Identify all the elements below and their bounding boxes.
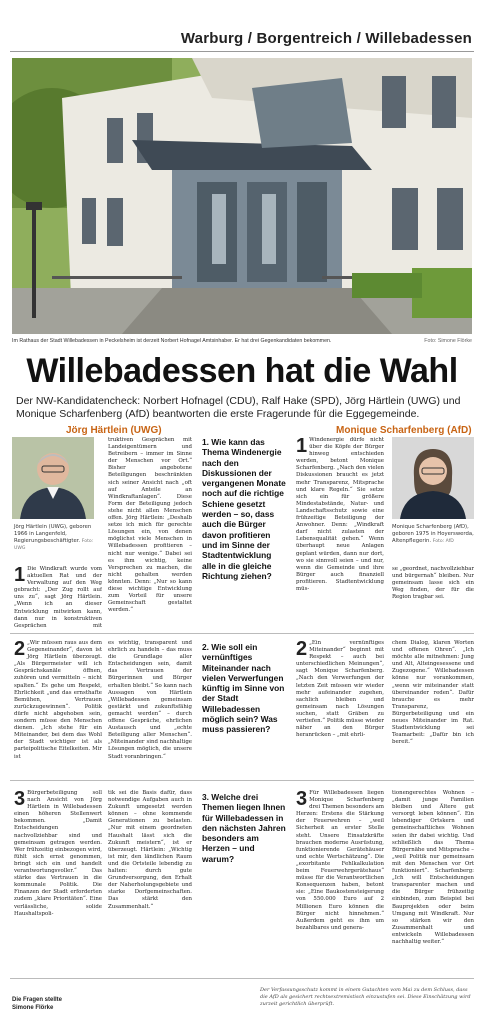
right-candidate-caption-text: Monique Scharfenberg (AfD), geboren 1975 in Hoyerswerda, Altenpflegerin. <box>392 524 474 544</box>
q1-right-col1 <box>296 437 384 627</box>
footer-note: Der Verfassungsschutz kommt in einem Gutachten vom Mai zu dem Schluss, dass die AfD als gesichert rechtsextremistisch einzustufen sei. Diese Einschätzung wird zurzeit gerichtlich überprüft. <box>260 987 471 1007</box>
q2-right-col1-text: „Ein vernünftiges Miteinander“ beginnt mit Respekt – auch bei unterschiedlichen Meinungen“, sagt Monique Scharfenberg. „Nach den Verwerfungen der letzten Zeit müssen wir wieder mehr aufeinander zugehen, sachlich bleiben und gemeinsam nach Lösungen suchen, statt Gräben zu vertiefen.“ Politik müsse wieder näher an den Bürger heranrücken – „mit ehrli- <box>296 640 384 739</box>
q3-left-col2 <box>108 790 192 970</box>
right-candidate-photo-credit: Foto: AfD <box>432 539 454 544</box>
q1-right-col2 <box>392 566 474 626</box>
right-candidate-portrait <box>392 437 474 519</box>
q2-left-col2-text: es wichtig, transparent und ehrlich zu handeln – das muss die Grundlage aller Entscheidungen sein, damit das Vertrauen der Bürgerinnen und Bürger erhalten bleibt.“ So kann nach Aussagen von Härtlein „Willebadessen gemeinsam gestärkt und zukunftsfähig gemacht werden“ – durch offene Gespräche, ehrlichen Austausch und „echte Beteiligung aller Menschen“. „Miteinander sind nachhaltige Lösungen möglich, die unsere Stadt voranbringen.“ <box>108 640 192 760</box>
q3-left-col1 <box>14 790 102 970</box>
left-candidate-name: Jörg Härtlein (UWG) <box>66 425 162 436</box>
q3-left-col1-text: Bürgerbeteiligung soll nach Ansicht von Jörg Härtlein in Willebadessen einen höheren Stellenwert bekommen. „Damit Entscheidungen nachvollziehbar sind und gemeinsam getragen werden. Wer frühzeitig einbezogen wird, fühlt sich ernst genommen, bringt sich ein und handelt verantwortungsvoller.“ Das stärke das Vertrauen in die kommunale Politik. Die Finanzen der Stadt erforderten zudem „klare Prioritäten“. Eine verlässliche, solide Haushaltspoli- <box>14 790 102 917</box>
q3-right-number: 3 <box>296 790 308 810</box>
q2-right-col2-text: chem Dialog, klaren Worten und offenen Ohren“. „Ich möchte alle mitnehmen: Jung und Alt, Alteingesessene und Zugezogene.“ Willebadessen könne nur vorankommen, „wenn wir miteinander statt übereinander reden“. Dafür brauche es mehr Transparenz, Bürgerbeteiligung und ein neues Miteinander im Rat. Stadtentwicklung sei Teamarbeit: „Dafür bin ich bereit.“ <box>392 640 474 746</box>
question-2: 2. Wie soll ein vernünftiges Miteinander nach vielen Verwerfungen künftig im Sinne von der Stadt Willebadessen möglich sein? Was muss passieren? <box>202 642 285 735</box>
q2-left-col1-text: „Wir müssen raus aus dem Gegeneinander“, davon ist Jörg Härtlein überzeugt. „Als Bürgermeister will ich Gesprächskanäle öffnen, zuhören und vermitteln – nicht spalten.“ Es gehe um Respekt, Ehrlichkeit „und das ernsthafte Bemühen, Vertrauen zurückzugewinnen“. Politik dürfe nicht abgehoben sein, sondern müsse den Menschen dienen. „Ich stehe für ein Miteinander, bei dem das Wohl der Stadt wichtiger ist als parteipolitische Eitelkeiten. Mir ist <box>14 640 102 760</box>
left-candidate-portrait <box>12 437 94 519</box>
q3-right-col2 <box>392 790 474 970</box>
town-hall-photo <box>12 58 472 334</box>
right-candidate-name: Monique Scharfenberg (AfD) <box>336 425 472 436</box>
q1-left-col2 <box>108 437 192 627</box>
right-candidate-caption <box>392 524 474 545</box>
q3-right-col2-text: tionengerechtes Wohnen – „damit junge Familien bleiben und Ältere gut versorgt leben können“. Ein lebendiger Ortskern und gemeinschaftliches Wohnen seien ihr dabei wichtig. Und schließlich das Thema Bürgernähe und Mitsprache – „weil Politik nur gemeinsam mit den Menschen vor Ort funktioniert“. Scharfenberg: „Ich will Entscheidungen transparenter machen und die Bürger frühzeitig einbinden, zum Beispiel bei Bauprojekten oder beim Umgang mit Windkraft. Nur so stärken wir den Zusammenhalt und entwickeln Willebadessen nachhaltig weiter.“ <box>392 790 474 945</box>
top-rule <box>10 51 474 52</box>
q3-right-col1-text: Für Willebadessen liegen Monique Scharfenberg drei Themen besonders am Herzen: Erstens die Stärkung der Feuerwehren – „weil Sicherheit an erster Stelle steht. Unsere Einsatzkräfte brauchen moderne Ausrüstung, funktionierende Gerätehäuser und echte Wertschätzung“. Die „exorbitante Fehlkalkulation beim Feuerwehrgerätehaus“ müsse für die Verantwortlichen Konsequenzen haben, betont sie: „Eine Baukostensteigerung von 550.000 Euro auf 2 Millionen Euro können die Bürger nicht hinnehmen.“ Außerdem geht es ihm um bezahlbares und genera- <box>296 790 384 931</box>
q1-right-col2-text: se „geordnet, nachvollziehbar und bürgernah“ bleiben. Nur gemeinsam lasse sich ein Weg finden, der für die Region tragbar sei. <box>392 566 474 601</box>
q1-right-number: 1 <box>296 437 308 457</box>
byline-label: Die Fragen stellte <box>12 997 63 1003</box>
photo-credit: Foto: Simone Flörke <box>424 338 472 344</box>
divider-q1-q2 <box>10 633 474 634</box>
q1-left-col1 <box>14 566 102 630</box>
q1-left-col1-text: Die Windkraft wurde vom aktuellen Rat und der Verwaltung auf den Weg gebracht: „Der Zug rollt auf uns zu“, sagt Jörg Härtlein. „Wenn ich an dieser Entwicklung mitwirken kann, dann nur in konstruktiven Gesprächen mit <box>14 566 102 629</box>
footer-rule <box>10 978 474 979</box>
q3-right-col1 <box>296 790 384 970</box>
photo-caption <box>12 338 472 344</box>
q2-left-number: 2 <box>14 640 26 660</box>
headline: Willebadessen hat die Wahl <box>26 352 458 390</box>
question-3: 3. Welche drei Themen liegen Ihnen für Willebadessen in den nächsten Jahren besonders am Herzen – und warum? <box>202 792 286 864</box>
q2-right-col2 <box>392 640 474 770</box>
left-candidate-caption-text: Jörg Härtlein (UWG), geboren 1966 in Langenfeld, Regierungsbeschäftigter. <box>14 524 92 544</box>
q2-right-col1 <box>296 640 384 770</box>
q3-left-col2-text: tik sei die Basis dafür, dass notwendige Aufgaben auch in Zukunft umgesetzt werden können – ohne kommende Generationen zu belasten. „Nur mit einem geordneten Haushalt lässt sich die Zukunft meistern“, ist er überzeugt. Härtlein: „Wichtig ist mir, den ländlichen Raum und die Ortsteile lebendig zu halten: durch gute Grundversorgung, den Erhalt der Naherholungsgebiete und starke Dorfgemeinschaften. Das stärkt den Zusammenhalt.“ <box>108 790 192 910</box>
byline-author: Simone Flörke <box>12 1005 54 1011</box>
q1-right-col1-text: Windenergie dürfe nicht über die Köpfe der Bürger hinweg entschieden werden, betont Monique Scharfenberg. „Nach den vielen Diskussionen braucht es jetzt mehr Transparenz, Mitsprache und klare Regeln.“ Sie setze sich ein für größere Mindestabstände, Natur- und Landschaftsschutz sowie eine frühzeitige Beteiligung der Anwohner. Denn: „Windkraft darf nicht zulasten der Lebensqualität gehen.“ Wenn überhaupt neue Anlagen geplant würden, dann nur dort, wo sie sinnvoll seien – und nur, wenn die Gemeinde und ihre Bürger auch finanziell profitieren. Stadtentwicklung müs- <box>296 437 384 592</box>
section-header: Warburg / Borgentreich / Willebadessen <box>180 30 472 47</box>
q2-right-number: 2 <box>296 640 308 660</box>
question-1: 1. Wie kann das Thema Windenergie nach den Diskussionen der vergangenen Monate noch auf die richtige Schiene gesetzt werden – so, dass auch die Bürger davon profitieren und im Sinne der Stadtentwicklung alle in die gleiche Richtung ziehen? <box>202 437 286 581</box>
q2-left-col1 <box>14 640 102 770</box>
q3-left-number: 3 <box>14 790 26 810</box>
subheadline: Der NW-Kandidatencheck: Norbert Hofnagel (CDU), Ralf Hake (SPD), Jörg Härtlein (UWG) und Monique Scharfenberg (AfD) beantworten die erste Fragerunde für die Eggegemeinde. <box>16 395 461 420</box>
q1-left-col2-text: truktiven Gesprächen mit Landeigentümern und Betreibern – immer im Sinne der Menschen vor Ort.“ Bisher angebotene Beteiligungen beschränkten sich seiner Ansicht nach „oft auf Anteile an Windkraftanlagen“. Diese Form der Beteiligung jedoch stehe nicht allen Menschen offen. Jörg Härtlein: „Deshalb setze ich mich für gerechte Lösungen ein, von denen möglichst viele Menschen in Willebadessen profitieren – nicht nur wenige.“ Dabei sei es ihm wichtig, keine Versprechen zu machen, die nicht gehalten werden könnten. Denn: „Nur so kann diese wichtige Entwicklung zum Vorteil für unsere Gemeinschaft gestaltet werden.“ <box>108 437 192 614</box>
q1-left-number: 1 <box>14 566 26 586</box>
q2-left-col2 <box>108 640 192 770</box>
byline <box>12 996 62 1012</box>
left-candidate-caption <box>14 524 98 552</box>
left-candidate-photo-credit: Foto: UWG <box>14 539 94 551</box>
divider-q2-q3 <box>10 780 474 781</box>
photo-caption-text: Im Rathaus der Stadt Willebadessen in Peckelsheim ist derzeit Norbert Hofnagel Amtsinhaber. Er hat drei Gegenkandidaten bekommen. <box>12 338 332 344</box>
